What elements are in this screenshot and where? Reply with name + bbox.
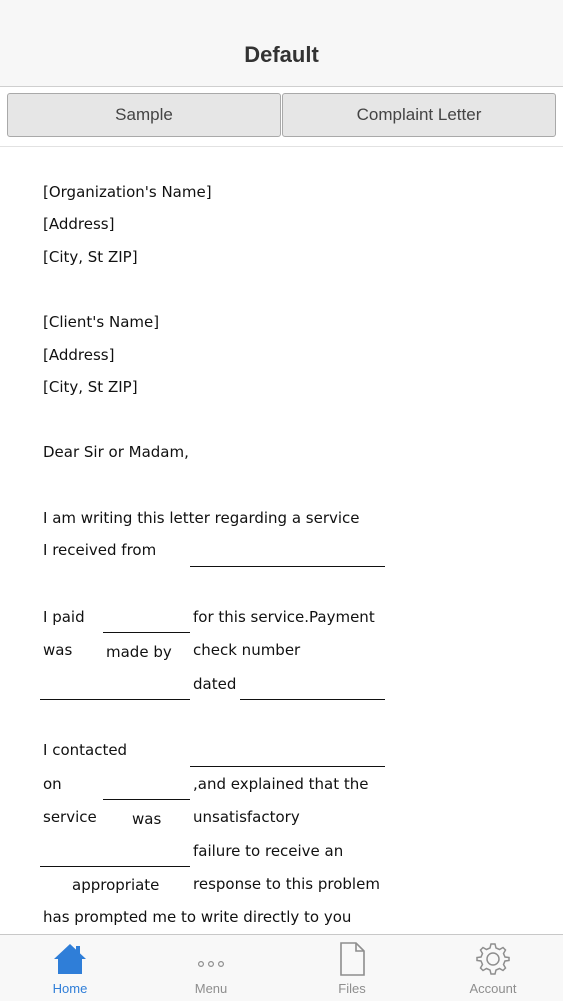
blank-date[interactable] xyxy=(240,699,385,700)
was-text: was xyxy=(43,641,73,659)
segment-sample[interactable]: Sample xyxy=(7,93,281,137)
tab-home-label: Home xyxy=(52,981,88,996)
on-text: on xyxy=(43,775,62,793)
dated-text: dated xyxy=(193,675,237,693)
more-dots-icon xyxy=(193,941,229,977)
check-number-text: check number xyxy=(193,641,301,659)
paragraph-1-line-1: I am writing this letter regarding a service xyxy=(43,509,360,527)
blank-service-provider[interactable] xyxy=(190,566,385,567)
navigation-bar xyxy=(0,0,563,87)
blank-contact-date[interactable] xyxy=(103,799,190,800)
response-text: response to this problem xyxy=(193,875,380,893)
paid-text: I paid xyxy=(43,608,85,626)
tab-menu[interactable] xyxy=(141,935,281,1001)
blank-contact-person[interactable] xyxy=(190,766,385,767)
home-icon xyxy=(52,941,88,977)
tab-menu-label: Menu xyxy=(194,981,228,996)
client-city: [City, St ZIP] xyxy=(43,378,138,396)
blank-issue[interactable] xyxy=(40,866,190,867)
gear-icon xyxy=(475,941,511,977)
failure-text: failure to receive an xyxy=(193,842,344,860)
letter-document xyxy=(0,147,563,933)
write-directly-text: to write directly to you xyxy=(181,908,352,926)
segment-complaint-letter[interactable]: Complaint Letter xyxy=(282,93,556,137)
org-name: [Organization's Name] xyxy=(43,183,212,201)
salutation: Dear Sir or Madam, xyxy=(43,443,189,461)
org-city: [City, St ZIP] xyxy=(43,248,138,266)
unsatisfactory-text: unsatisfactory xyxy=(193,808,300,826)
explained-text: ,and explained that the xyxy=(193,775,369,793)
org-address: [Address] xyxy=(43,215,115,233)
blank-amount[interactable] xyxy=(103,632,190,633)
client-address: [Address] xyxy=(43,346,115,364)
was-text-2: was xyxy=(132,810,162,828)
paragraph-1-line-2: I received from xyxy=(43,541,157,559)
prompted-text: has prompted me xyxy=(43,908,177,926)
blank-check-number[interactable] xyxy=(40,699,190,700)
tab-account[interactable] xyxy=(423,935,563,1001)
tab-account-label: Account xyxy=(469,981,517,996)
tab-bar xyxy=(0,934,563,1001)
appropriate-text: appropriate xyxy=(72,876,160,894)
client-name: [Client's Name] xyxy=(43,313,160,331)
made-by-text: made by xyxy=(106,643,172,661)
tab-home[interactable] xyxy=(0,935,140,1001)
service-text: service xyxy=(43,808,97,826)
file-icon xyxy=(334,941,370,977)
page-title: Default xyxy=(244,42,319,67)
for-service-text: for this service.Payment xyxy=(193,608,375,626)
tab-files-label: Files xyxy=(338,981,366,996)
tab-files[interactable] xyxy=(282,935,422,1001)
contacted-text: I contacted xyxy=(43,741,128,759)
